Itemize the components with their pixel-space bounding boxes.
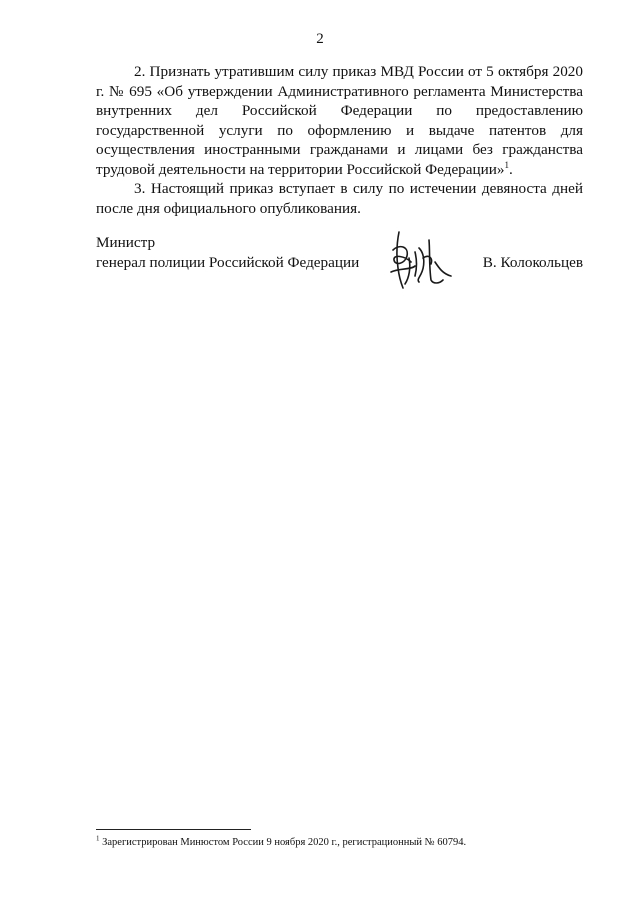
footnote-divider xyxy=(96,829,251,830)
footnote-marker: 1 xyxy=(96,834,100,843)
paragraph-2-trailing: . xyxy=(509,160,513,178)
signatory-position-line2: генерал полиции Российской Федерации xyxy=(96,254,360,271)
document-body xyxy=(96,62,583,218)
paragraph-2-text: 2. Признать утратившим силу приказ МВД России от 5 октября 2020 г. № 695 «Об утверждении Административного регламента Министерства внутренних дел Российской Федерации по предоставлению государственной услуги по оформлению и выдаче патентов для осуществления иностранными гражданами и лицами без гражданства трудовой деятельности на территории Российской Федерации» xyxy=(96,63,583,178)
signatory-row xyxy=(96,253,583,277)
signatory-position-line1: Министр xyxy=(96,234,156,251)
signature-block xyxy=(96,233,583,277)
footnote xyxy=(96,836,576,849)
signatory-name: В. Колокольцев xyxy=(482,254,583,271)
paragraph-3 xyxy=(96,179,583,218)
page-number: 2 xyxy=(316,31,324,47)
footnote-text: Зарегистрирован Минюстом России 9 ноября 2020 г., регистрационный № 60794. xyxy=(102,837,467,848)
footnote-reference: 1 xyxy=(504,159,509,170)
paragraph-2 xyxy=(96,62,583,179)
handwritten-signature-icon xyxy=(385,228,457,290)
paragraph-3-text: 3. Настоящий приказ вступает в силу по истечении девяноста дней после дня официального опубликования. xyxy=(96,180,583,217)
